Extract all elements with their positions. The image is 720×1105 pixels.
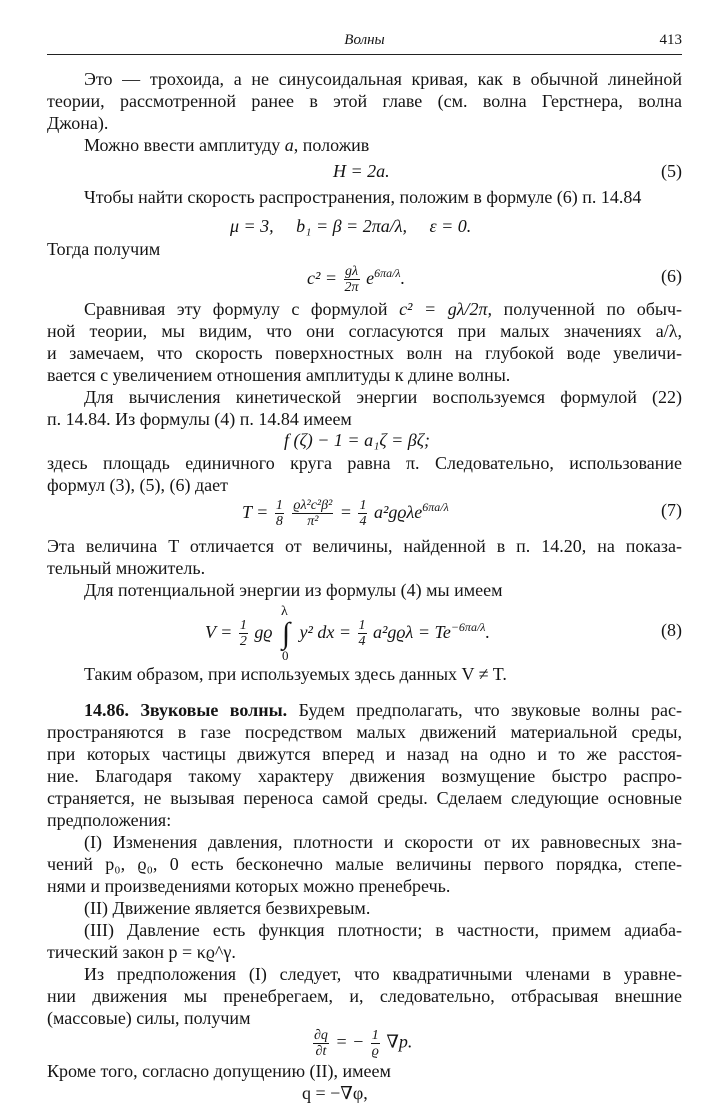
assumption-line: тический закон p = κϱ^γ. <box>47 942 236 962</box>
running-title: Волны <box>344 32 385 48</box>
equation-number: (7) <box>661 500 682 520</box>
text-line: Это — трохоида, а не синусоидальная кривая, как в обычной линейной <box>84 69 682 89</box>
section-heading-line: 14.86. Звуковые волны. Будем предполагать, что звуковые волны рас- <box>84 700 683 720</box>
assumption-line: (II) Движение является безвихревым. <box>84 898 371 918</box>
page-number: 413 <box>659 32 682 48</box>
text-line: (массовые) силы, получим <box>47 1008 251 1028</box>
text-line: здесь площадь единичного круга равна π. Следовательно, использование <box>47 453 682 473</box>
text-line: предположения: <box>47 810 172 830</box>
assumption-line: чений p₀, ϱ₀, 0 есть бесконечно малые величины первого порядка, степе- <box>47 854 682 874</box>
equation-7: T = $\frac{1}{8}$ $\frac{\text{ϱλ²c²β²}}{\text{π²}}$ = $\frac{1}{4}$ a²gϱλe$^{6\pi a/\lambda}$ <box>242 498 449 530</box>
equation-motion: $\frac{\partial q}{\partial t}$ = − $\frac{1}{ϱ}$ ∇p. <box>314 1028 413 1059</box>
text-line: Кроме того, согласно допущению (II), имеем <box>47 1061 391 1081</box>
text-line: при которых частицы движутся вперед и назад на одно и то же расстоя- <box>47 744 682 764</box>
text-line: Тогда получим <box>47 239 161 259</box>
text-line: Для вычисления кинетической энергии воспользуемся формулой (22) <box>84 387 682 407</box>
equation-5: H = 2a. <box>333 161 390 181</box>
equation-number: (5) <box>661 161 682 181</box>
text-line: Эта величина T отличается от величины, найденной в п. 14.20, на показа- <box>47 536 682 556</box>
text-line: пространяются в газе посредством малых движений материальной среды, <box>47 722 682 742</box>
text-line: ной теории, мы видим, что они согласуются при малых значениях a/λ, <box>47 321 682 341</box>
equation-f: f (ζ) − 1 = a₁ζ = βζ; <box>284 430 431 450</box>
text-line: и замечаем, что скорость поверхностных волн на глубокой воде увеличи- <box>47 343 682 363</box>
text-line: формул (3), (5), (6) дает <box>47 475 228 495</box>
text-line: Можно ввести амплитуду a, положив <box>84 135 370 155</box>
equation-8: V = $\frac{1}{2}$ gϱ ∫ λ 0 y² dx = $\frac{1}{4}$ $a^2gϱ\lambda = Te^{-6\pi a/\lambda}$. <box>205 603 490 663</box>
text-line: теории, рассмотренной ранее в этой главе (см. волна Герстнера, волна <box>47 91 682 111</box>
text-line: Из предположения (I) следует, что квадратичными членами в уравне- <box>84 964 682 984</box>
equation-params: μ = 3, b₁ = β = 2πa/λ, ε = 0. <box>230 216 472 236</box>
text-line: тельный множитель. <box>47 558 206 578</box>
text-line: Сравнивая эту формулу с формулой c² = gλ/2π, полученной по обыч- <box>84 299 683 319</box>
assumption-line: нями и произведениями которых можно пренебречь. <box>47 876 451 896</box>
text-line: п. 14.84. Из формулы (4) п. 14.84 имеем <box>47 409 352 429</box>
text-line: страняется, не вызывая переноса самой среды. Сделаем следующие основные <box>47 788 682 808</box>
page-header <box>47 30 682 55</box>
text-line: ние. Благодаря такому характеру движения возмущение быстро распро- <box>47 766 682 786</box>
equation-6: c² = $\frac{g\lambda}{2\pi}$ $e^{6\pi a/\lambda}$. <box>307 264 406 296</box>
assumption-line: (III) Давление есть функция плотности; в частности, примем адиаба- <box>84 920 682 940</box>
equation-number: (6) <box>661 266 682 286</box>
text-line: Чтобы найти скорость распространения, положим в формуле (6) п. 14.84 <box>84 187 642 207</box>
section-heading: 14.86. Звуковые волны. <box>84 700 288 720</box>
text-line: Для потенциальной энергии из формулы (4) мы имеем <box>84 580 503 600</box>
text-line: вается с увеличением отношения амплитуды к длине волны. <box>47 365 511 385</box>
equation-last: q = −∇φ, <box>302 1083 368 1103</box>
text-line: Джона). <box>47 113 109 133</box>
text-line: Таким образом, при используемых здесь данных V ≠ T. <box>84 664 507 684</box>
assumption-line: (I) Изменения давления, плотности и скорости от их равновесных зна- <box>84 832 682 852</box>
integral-sign: ∫ λ 0 <box>280 603 291 663</box>
equation-number: (8) <box>661 620 682 640</box>
text-line: нии движения мы пренебрегаем, и, следовательно, отбрасывая внешние <box>47 986 682 1006</box>
